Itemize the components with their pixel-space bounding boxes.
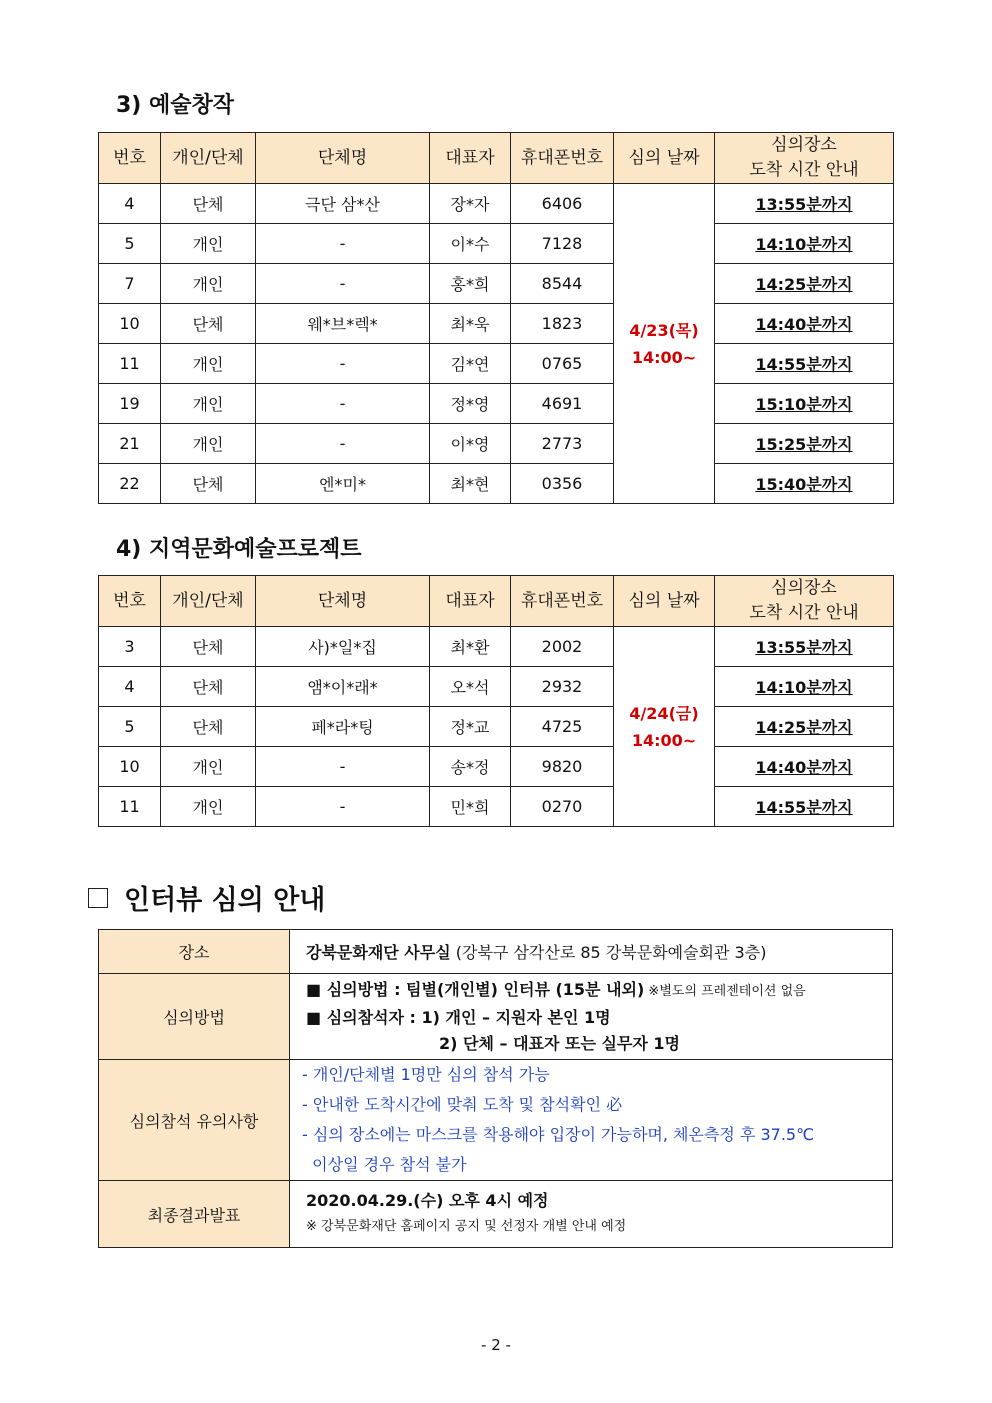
row-type: 단체 bbox=[161, 184, 256, 224]
row-number: 5 bbox=[99, 224, 161, 264]
row-type: 개인 bbox=[161, 424, 256, 464]
info-row-notice bbox=[99, 1060, 893, 1181]
table-header-row bbox=[99, 133, 894, 184]
header-arrival bbox=[715, 576, 894, 627]
header-rep: 대표자 bbox=[430, 576, 511, 627]
row-group-name: - bbox=[256, 747, 430, 787]
row-representative: 오*석 bbox=[430, 667, 511, 707]
row-representative: 정*영 bbox=[430, 384, 511, 424]
review-date-time: 14:00~ bbox=[631, 347, 697, 367]
row-phone: 2002 bbox=[511, 627, 614, 667]
row-type: 개인 bbox=[161, 384, 256, 424]
row-group-name: 사)*일*집 bbox=[256, 627, 430, 667]
row-phone: 8544 bbox=[511, 264, 614, 304]
row-representative: 김*연 bbox=[430, 344, 511, 384]
table-row bbox=[99, 464, 894, 504]
table-row bbox=[99, 264, 894, 304]
review-date-day: 4/24(금) bbox=[629, 703, 699, 723]
row-group-name: - bbox=[256, 264, 430, 304]
row-type: 단체 bbox=[161, 304, 256, 344]
row-arrival-time: 14:10분까지 bbox=[715, 224, 894, 264]
schedule-table-arts bbox=[98, 132, 894, 504]
row-arrival-time: 15:10분까지 bbox=[715, 384, 894, 424]
page-number: - 2 - bbox=[481, 1336, 511, 1354]
header-no: 번호 bbox=[99, 576, 161, 627]
place-value bbox=[290, 930, 893, 974]
row-group-name: - bbox=[256, 787, 430, 827]
table-row bbox=[99, 184, 894, 224]
row-group-name: 페*라*팅 bbox=[256, 707, 430, 747]
table-row bbox=[99, 344, 894, 384]
header-arrival-line1: 심의장소 bbox=[771, 578, 837, 598]
row-group-name: - bbox=[256, 224, 430, 264]
section-title-regional: 4) 지역문화예술프로젝트 bbox=[116, 537, 362, 562]
row-arrival-time: 14:25분까지 bbox=[715, 707, 894, 747]
header-group: 단체명 bbox=[256, 133, 430, 184]
row-number: 10 bbox=[99, 747, 161, 787]
table-row bbox=[99, 384, 894, 424]
notice-line1: - 개인/단체별 1명만 심의 참석 가능 bbox=[302, 1065, 550, 1084]
row-representative: 민*희 bbox=[430, 787, 511, 827]
header-arrival-line2: 도착 시간 안내 bbox=[749, 603, 859, 623]
header-phone: 휴대폰번호 bbox=[511, 133, 614, 184]
row-type: 개인 bbox=[161, 747, 256, 787]
row-phone: 9820 bbox=[511, 747, 614, 787]
row-number: 7 bbox=[99, 264, 161, 304]
table-row bbox=[99, 627, 894, 667]
notice-line2: - 안내한 도착시간에 맞춰 도착 및 참석확인 必 bbox=[302, 1095, 623, 1114]
row-number: 22 bbox=[99, 464, 161, 504]
row-number: 11 bbox=[99, 787, 161, 827]
row-type: 개인 bbox=[161, 264, 256, 304]
row-phone: 4725 bbox=[511, 707, 614, 747]
place-label: 장소 bbox=[99, 930, 290, 974]
row-type: 단체 bbox=[161, 464, 256, 504]
row-phone: 0270 bbox=[511, 787, 614, 827]
row-representative: 이*수 bbox=[430, 224, 511, 264]
review-date-time: 14:00~ bbox=[631, 730, 697, 750]
row-type: 개인 bbox=[161, 224, 256, 264]
header-no: 번호 bbox=[99, 133, 161, 184]
header-date: 심의 날짜 bbox=[614, 133, 715, 184]
method-line2: ■ 심의참석자 : 1) 개인 – 지원자 본인 1명 bbox=[306, 1007, 611, 1027]
row-arrival-time: 15:25분까지 bbox=[715, 424, 894, 464]
method-label: 심의방법 bbox=[99, 974, 290, 1060]
method-line3: 2) 단체 – 대표자 또는 실무자 1명 bbox=[439, 1033, 681, 1053]
row-representative: 장*자 bbox=[430, 184, 511, 224]
row-group-name: - bbox=[256, 424, 430, 464]
row-number: 4 bbox=[99, 667, 161, 707]
row-group-name: 극단 삼*산 bbox=[256, 184, 430, 224]
result-label: 최종결과발표 bbox=[99, 1181, 290, 1248]
method-line1 bbox=[306, 977, 892, 1005]
table-row bbox=[99, 787, 894, 827]
checkbox-square-icon bbox=[88, 888, 108, 908]
row-arrival-time: 14:10분까지 bbox=[715, 667, 894, 707]
section-title-arts: 3) 예술창작 bbox=[116, 93, 235, 118]
row-arrival-time: 14:25분까지 bbox=[715, 264, 894, 304]
notice-line3: - 심의 장소에는 마스크를 착용해야 입장이 가능하며, 체온측정 후 37.5℃ bbox=[302, 1125, 815, 1144]
notice-label: 심의참석 유의사항 bbox=[99, 1060, 290, 1181]
row-number: 4 bbox=[99, 184, 161, 224]
row-type: 개인 bbox=[161, 787, 256, 827]
table-row bbox=[99, 747, 894, 787]
notice-line4: 이상일 경우 참석 불가 bbox=[302, 1155, 467, 1174]
row-group-name: - bbox=[256, 384, 430, 424]
row-arrival-time: 13:55분까지 bbox=[715, 184, 894, 224]
row-phone: 6406 bbox=[511, 184, 614, 224]
row-arrival-time: 13:55분까지 bbox=[715, 627, 894, 667]
row-phone: 2773 bbox=[511, 424, 614, 464]
row-group-name: 엔*미* bbox=[256, 464, 430, 504]
method-line1-text: ■ 심의방법 : 팀별(개인별) 인터뷰 (15분 내외) bbox=[306, 979, 645, 999]
result-line2: ※ 강북문화재단 홈페이지 공지 및 선정자 개별 안내 예정 bbox=[306, 1219, 627, 1234]
header-phone: 휴대폰번호 bbox=[511, 576, 614, 627]
row-arrival-time: 14:55분까지 bbox=[715, 787, 894, 827]
row-representative: 홍*희 bbox=[430, 264, 511, 304]
row-phone: 2932 bbox=[511, 667, 614, 707]
row-number: 10 bbox=[99, 304, 161, 344]
place-rest: (강북구 삼각산로 85 강북문화예술회관 3층) bbox=[450, 943, 767, 962]
row-representative: 정*교 bbox=[430, 707, 511, 747]
table-row bbox=[99, 424, 894, 464]
info-row-place bbox=[99, 930, 893, 974]
row-phone: 0765 bbox=[511, 344, 614, 384]
row-number: 21 bbox=[99, 424, 161, 464]
interview-info-table bbox=[98, 929, 893, 1248]
row-representative: 이*영 bbox=[430, 424, 511, 464]
row-phone: 4691 bbox=[511, 384, 614, 424]
row-number: 3 bbox=[99, 627, 161, 667]
row-phone: 0356 bbox=[511, 464, 614, 504]
row-number: 5 bbox=[99, 707, 161, 747]
table-row bbox=[99, 304, 894, 344]
row-type: 단체 bbox=[161, 707, 256, 747]
row-arrival-time: 14:55분까지 bbox=[715, 344, 894, 384]
header-rep: 대표자 bbox=[430, 133, 511, 184]
interview-title-text: 인터뷰 심의 안내 bbox=[124, 885, 326, 916]
schedule-table-regional bbox=[98, 575, 894, 827]
review-date bbox=[614, 184, 715, 504]
row-representative: 최*현 bbox=[430, 464, 511, 504]
row-arrival-time: 14:40분까지 bbox=[715, 747, 894, 787]
review-date-day: 4/23(목) bbox=[629, 320, 699, 340]
table-header-row bbox=[99, 576, 894, 627]
notice-value bbox=[290, 1060, 893, 1181]
table-row bbox=[99, 224, 894, 264]
row-group-name: - bbox=[256, 344, 430, 384]
header-arrival-line1: 심의장소 bbox=[771, 135, 837, 155]
row-group-name: 웨*브*렉* bbox=[256, 304, 430, 344]
info-row-method bbox=[99, 974, 893, 1060]
header-type: 개인/단체 bbox=[161, 133, 256, 184]
header-group: 단체명 bbox=[256, 576, 430, 627]
table-row bbox=[99, 667, 894, 707]
row-arrival-time: 14:40분까지 bbox=[715, 304, 894, 344]
row-type: 단체 bbox=[161, 667, 256, 707]
method-note: ※별도의 프레젠테이션 없음 bbox=[644, 983, 806, 999]
row-type: 단체 bbox=[161, 627, 256, 667]
row-number: 19 bbox=[99, 384, 161, 424]
table-row bbox=[99, 707, 894, 747]
result-line1: 2020.04.29.(수) 오후 4시 예정 bbox=[306, 1191, 549, 1210]
row-representative: 송*정 bbox=[430, 747, 511, 787]
row-arrival-time: 15:40분까지 bbox=[715, 464, 894, 504]
method-value bbox=[290, 974, 893, 1060]
row-representative: 최*환 bbox=[430, 627, 511, 667]
row-phone: 7128 bbox=[511, 224, 614, 264]
header-date: 심의 날짜 bbox=[614, 576, 715, 627]
row-type: 개인 bbox=[161, 344, 256, 384]
header-arrival bbox=[715, 133, 894, 184]
result-value bbox=[290, 1181, 893, 1248]
row-group-name: 앰*이*래* bbox=[256, 667, 430, 707]
row-representative: 최*욱 bbox=[430, 304, 511, 344]
info-row-result bbox=[99, 1181, 893, 1248]
header-type: 개인/단체 bbox=[161, 576, 256, 627]
row-number: 11 bbox=[99, 344, 161, 384]
interview-title bbox=[88, 878, 325, 917]
review-date bbox=[614, 627, 715, 827]
header-arrival-line2: 도착 시간 안내 bbox=[749, 160, 859, 180]
place-bold: 강북문화재단 사무실 bbox=[306, 943, 451, 962]
row-phone: 1823 bbox=[511, 304, 614, 344]
